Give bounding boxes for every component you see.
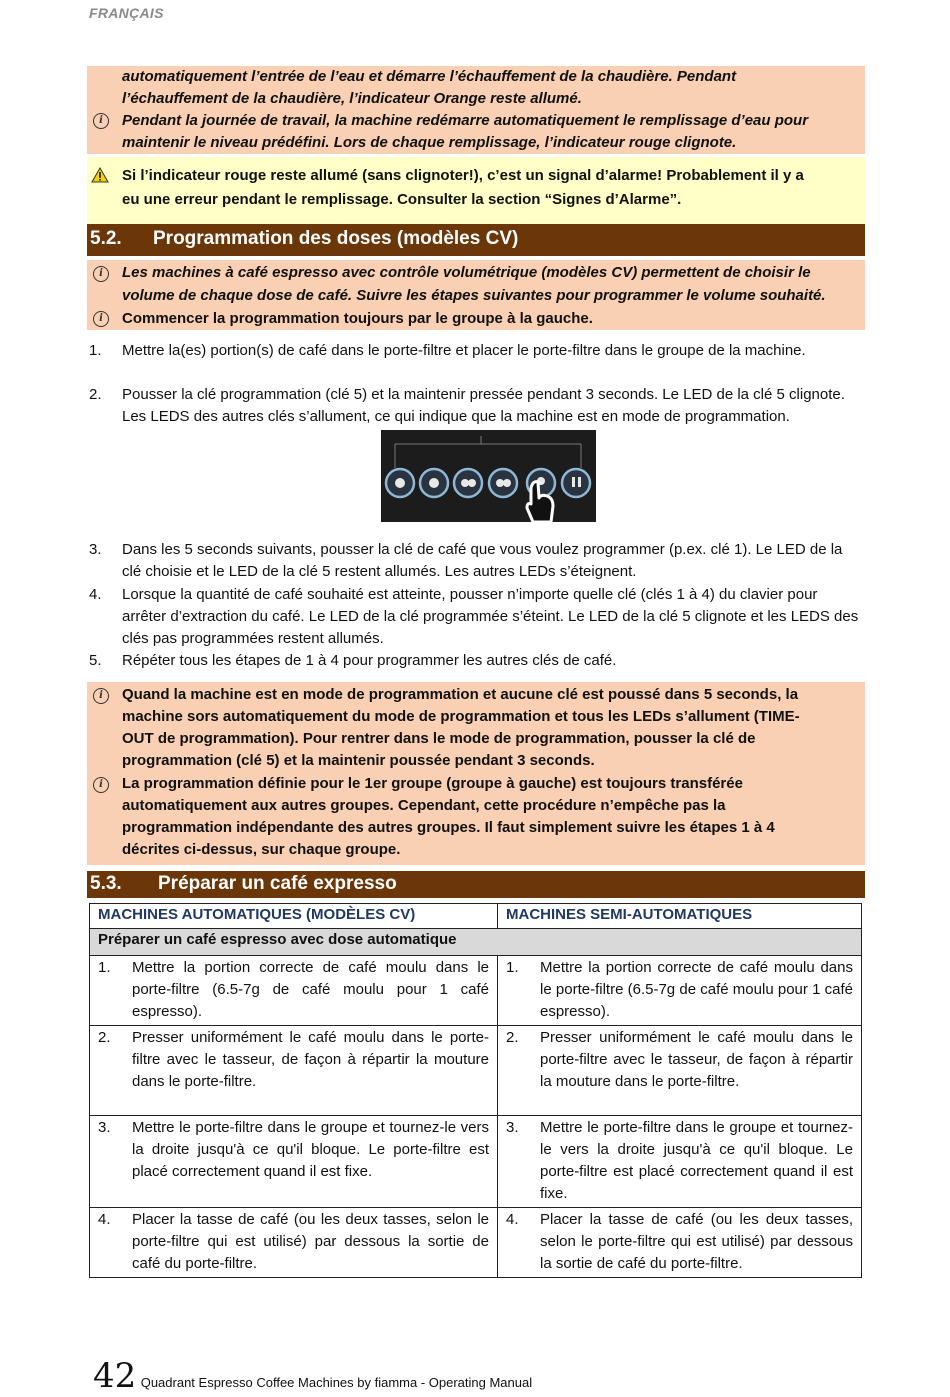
table-header-row — [90, 904, 862, 929]
info-icon: i — [93, 777, 109, 793]
note-line: Commencer la programmation toujours par le groupe à la gauche. — [122, 310, 593, 327]
table-row — [90, 1026, 862, 1116]
section-number: 5.3. — [90, 873, 122, 894]
step-text: Mettre la(es) portion(s) de café dans le porte-filtre et placer le porte-filtre dans le groupe de la machine. — [122, 342, 806, 359]
note-line: maintenir le niveau prédéfini. Lors de chaque remplissage, l’indicateur rouge clignote. — [122, 134, 737, 151]
section-title: Préparar un café expresso — [158, 873, 397, 894]
table-cell — [498, 1026, 862, 1116]
table-subheader-row — [90, 929, 862, 956]
row-number: 4. — [506, 1211, 519, 1228]
row-number: 1. — [506, 959, 519, 976]
row-number: 4. — [98, 1211, 111, 1228]
note-line: volume de chaque dose de café. Suivre les étapes suivantes pour programmer le volume souhaité. — [122, 287, 826, 304]
cell-text: Placer la tasse de café (ou les deux tasses, selon le porte-filtre qui est utilisé) par dessous la sortie de café du porte-filtre. — [540, 1211, 853, 1272]
note-line: La programmation définie pour le 1er groupe (groupe à gauche) est toujours transférée — [122, 775, 743, 792]
warning-box — [87, 157, 865, 224]
step-number: 3. — [89, 541, 102, 558]
column-header-automatic: MACHINES AUTOMATIQUES (MODÈLES CV) — [90, 904, 498, 929]
table-cell — [90, 1116, 498, 1208]
table-row — [90, 956, 862, 1026]
info-note-top — [87, 66, 865, 154]
table-cell — [498, 1116, 862, 1208]
page-footer — [93, 1356, 532, 1396]
info-icon: i — [93, 266, 109, 282]
info-note-timeout — [87, 682, 865, 865]
step-number: 2. — [89, 386, 102, 403]
row-number: 1. — [98, 959, 111, 976]
step-text: Pousser la clé programmation (clé 5) et la maintenir pressée pendant 3 seconds. Le LED de la clé 5 clignote. Les LEDS des autres clés s’allument, ce qui indique que la machine est en mode de programmation. — [122, 386, 845, 425]
warning-icon — [91, 167, 109, 183]
row-number: 2. — [506, 1029, 519, 1046]
section-heading-5-2 — [87, 224, 865, 256]
step-number: 4. — [89, 586, 102, 603]
note-line: Pendant la journée de travail, la machine redémarre automatiquement le remplissage d’eau pour — [122, 112, 809, 129]
table-cell — [90, 1208, 498, 1278]
row-number: 3. — [98, 1119, 111, 1136]
note-line: programmation indépendante des autres groupes. Il faut simplement suivre les étapes 1 à 4 — [122, 819, 775, 836]
note-line: Quand la machine est en mode de programmation et aucune clé est poussé dans 5 seconds, la — [122, 686, 799, 703]
table-row — [90, 1208, 862, 1278]
step-number: 5. — [89, 652, 102, 669]
note-line: automatiquement aux autres groupes. Cependant, cette procédure n’empêche pas la — [122, 797, 726, 814]
row-number: 2. — [98, 1029, 111, 1046]
note-line: programmation (clé 5) et la maintenir poussée pendant 3 seconds. — [122, 752, 595, 769]
section-number: 5.2. — [90, 228, 122, 249]
cell-text: Mettre le porte-filtre dans le groupe et tournez-le vers la droite jusqu'à ce qu'il bloque. Le porte-filtre est placé correctement quand il est fixe. — [540, 1119, 853, 1202]
note-line: OUT de programmation). Pour rentrer dans le mode de programmation, pousser la clé de — [122, 730, 756, 747]
info-note-programming — [87, 260, 865, 330]
section-title: Programmation des doses (modèles CV) — [153, 228, 519, 249]
cell-text: Mettre le porte-filtre dans le groupe et tournez-le vers la droite jusqu'à ce qu'il bloque. Le porte-filtre est placé correctement quand il est fixe. — [132, 1119, 489, 1180]
page-language-header: FRANÇAIS — [89, 5, 164, 21]
step-text: Lorsque la quantité de café souhaité est atteinte, pousser n’importe quelle clé (clés 1 à 4) du clavier pour arrêter d’extraction du café. Le LED de la clé programmée s’éteint. Le LED de la clé 5 clignote et les LEDS des clés pas programmées restent allumés. — [122, 586, 859, 647]
footer-text: Quadrant Espresso Coffee Machines by fiamma - Operating Manual — [140, 1375, 533, 1390]
cell-text: Presser uniformément le café moulu dans le porte-filtre avec le tasseur, de façon à répartir la mouture dans le porte-filtre. — [540, 1029, 853, 1090]
table-cell — [90, 1026, 498, 1116]
note-line: automatiquement l’entrée de l’eau et démarre l’échauffement de la chaudière. Pendant — [122, 68, 737, 85]
step-text: Répéter tous les étapes de 1 à 4 pour programmer les autres clés de café. — [122, 652, 617, 669]
table-row — [90, 1116, 862, 1208]
cell-text: Presser uniformément le café moulu dans le porte-filtre avec le tasseur, de façon à répartir la mouture dans le porte-filtre. — [132, 1029, 489, 1090]
keypad-panel-image — [381, 430, 596, 522]
preparation-table — [89, 903, 862, 1278]
cell-text: Placer la tasse de café (ou les deux tasses, selon le porte-filtre qui est utilisé) par dessous la sortie de café du porte-filtre. — [132, 1211, 489, 1272]
cell-text: Mettre la portion correcte de café moulu dans le porte-filtre (6.5-7g de café moulu pour 1 café espresso). — [132, 959, 489, 1020]
warning-line: Si l’indicateur rouge reste allumé (sans clignoter!), c’est un signal d’alarme! Probablement il y a — [122, 167, 804, 184]
section-heading-5-3 — [87, 871, 865, 898]
info-icon: i — [93, 311, 109, 327]
table-subheader: Préparer un café espresso avec dose automatique — [90, 929, 862, 956]
info-icon: i — [93, 688, 109, 704]
note-line: Les machines à café espresso avec contrôle volumétrique (modèles CV) permettent de choisir le — [122, 264, 811, 281]
cell-text: Mettre la portion correcte de café moulu dans le porte-filtre (6.5-7g de café moulu pour 1 café espresso). — [540, 959, 853, 1020]
row-number: 3. — [506, 1119, 519, 1136]
step-text: Dans les 5 seconds suivants, pousser la clé de café que vous voulez programmer (p.ex. clé 1). Le LED de la clé choisie et le LED de la clé 5 restent allumés. Les autres LEDs s’éteignent. — [122, 541, 843, 580]
column-header-semi-automatic: MACHINES SEMI-AUTOMATIQUES — [498, 904, 862, 929]
table-cell — [90, 956, 498, 1026]
note-line: décrites ci-dessus, sur chaque groupe. — [122, 841, 401, 858]
keypad-illustration — [381, 430, 596, 522]
page-number: 42 — [93, 1356, 137, 1396]
table-cell — [498, 956, 862, 1026]
note-line: machine sors automatiquement du mode de programmation et tous les LEDs s’allument (TIME- — [122, 708, 800, 725]
table-cell — [498, 1208, 862, 1278]
warning-line: eu une erreur pendant le remplissage. Consulter la section “Signes d’Alarme”. — [122, 191, 682, 208]
info-icon: i — [93, 113, 109, 129]
step-number: 1. — [89, 342, 102, 359]
note-line: l’échauffement de la chaudière, l’indicateur Orange reste allumé. — [122, 90, 582, 107]
